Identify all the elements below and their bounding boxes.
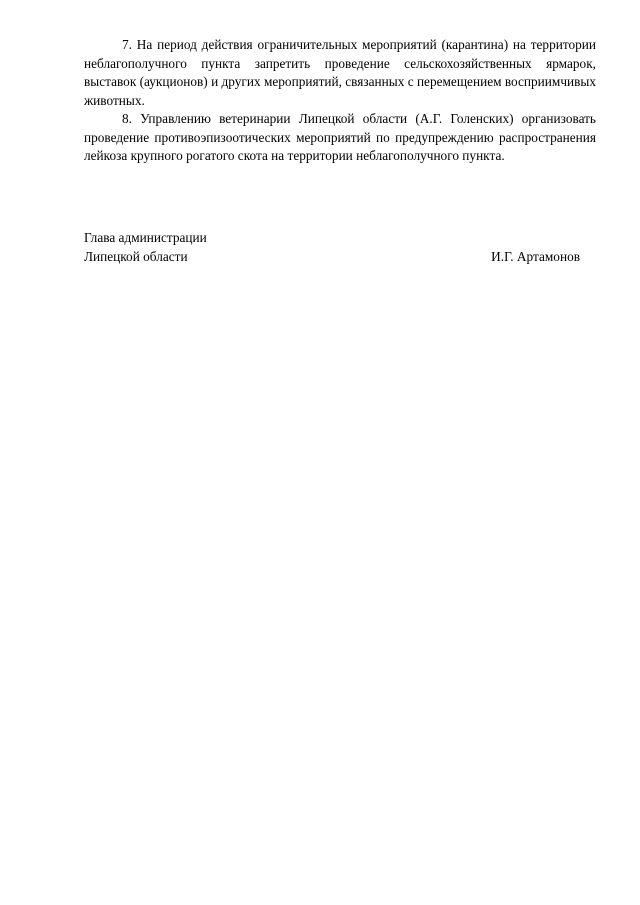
signatory-position-line-1: Глава администрации bbox=[84, 230, 207, 245]
paragraph-text: Управлению ветеринарии Липецкой области (А.Г. Голенских) организовать проведение противоэпизоотических мероприятий по предупреждению распространения лейкоза крупного рогатого скота на территории неблагополучного пункта. bbox=[84, 111, 597, 163]
signatory-name: И.Г. Артамонов bbox=[491, 248, 580, 264]
paragraph-8 bbox=[84, 110, 596, 166]
signatory-position-line-2: Липецкой области bbox=[84, 248, 188, 264]
paragraph-7 bbox=[84, 36, 596, 110]
paragraph-number: 8. bbox=[122, 111, 132, 126]
signature-line-2 bbox=[84, 248, 580, 267]
signature-block bbox=[84, 229, 580, 266]
signature-line-1 bbox=[84, 229, 580, 248]
paragraph-number: 7. bbox=[122, 37, 132, 52]
document-body bbox=[84, 36, 596, 166]
paragraph-text: На период действия ограничительных мероприятий (карантина) на территории неблагополучного пункта запретить проведение сельскохозяйственных ярмарок, выставок (аукционов) и других мероприятий, связанных с перемещением восприимчивых животных. bbox=[84, 37, 596, 108]
